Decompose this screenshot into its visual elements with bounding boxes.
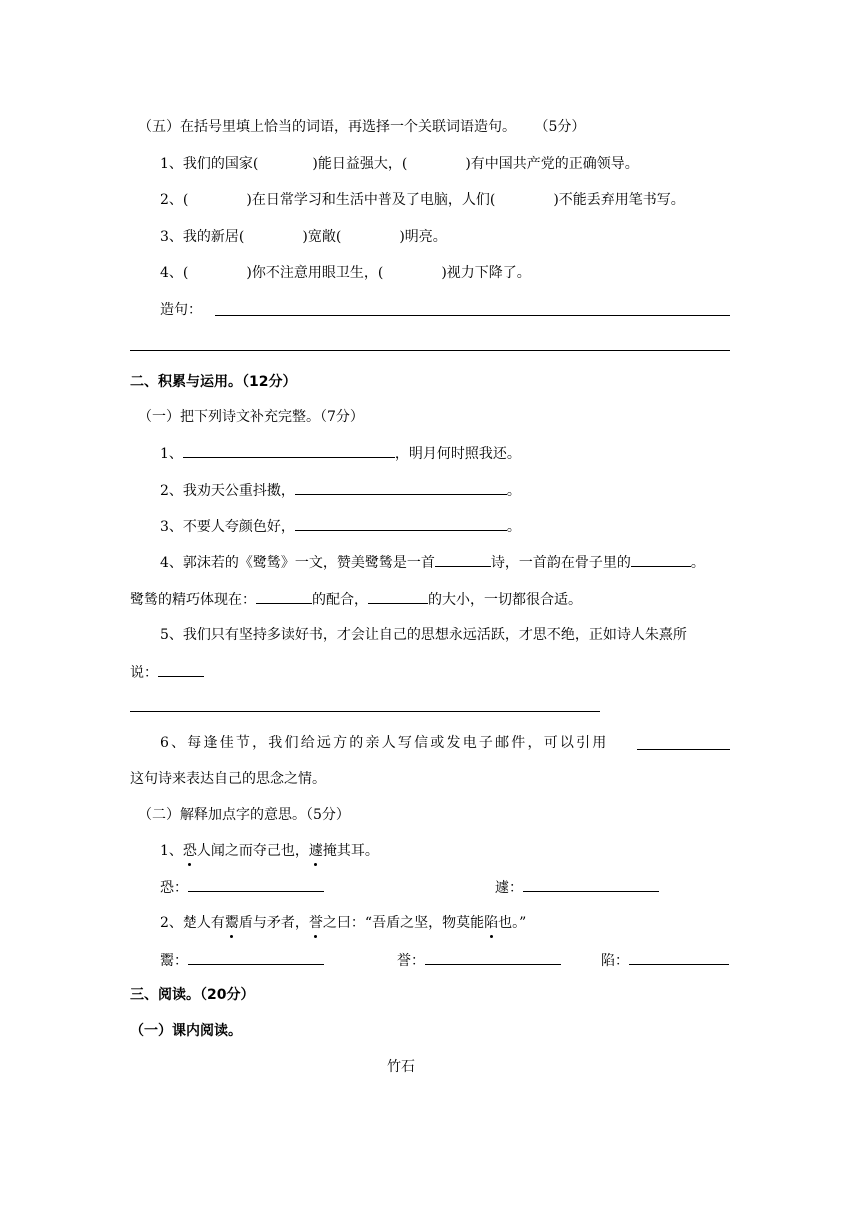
passage-title: 竹石 [387,1059,415,1075]
poem-q4-line1: 4、郭沫若的《鹭鸶》一文，赞美鹭鸶是一首 诗，一首韵在骨子里的 。 [160,552,705,573]
section5-score: （5分） [534,119,586,135]
answer-yu[interactable] [188,950,324,965]
poem-q3: 3、不要人夸颜色好， 。 [160,516,521,537]
answer-xian[interactable] [629,950,729,965]
explain-q2: 2、楚人有鬻盾与矛者，誉之曰：“吾盾之坚，物莫能陷也。” [160,915,527,931]
poem-q2-blank[interactable] [295,480,507,495]
answer-yu2[interactable] [425,950,561,965]
dotted-char-yu: 鬻 [224,915,239,931]
explain-q2-answer-xian: 陷： [601,950,729,971]
dotted-char-ju: 遽 [308,843,323,859]
section5-title [138,117,585,137]
poem-q3-blank[interactable] [295,516,507,531]
make-sentence-line-1[interactable] [215,315,730,316]
poem-q2: 2、我劝天公重抖擞， 。 [160,480,521,501]
poem-q5-answer-line[interactable] [130,711,600,712]
dotted-char-kong: 恐 [182,843,197,859]
answer-ju[interactable] [523,877,659,892]
poem-q4-blank-3[interactable] [256,589,312,604]
explain-q1-answers: 恐： [160,877,324,898]
part2-sub2-title: （二）解释加点字的意思。（5分） [138,807,350,823]
make-sentence-line-2[interactable] [130,350,730,351]
dotted-char-yu2: 誉 [308,915,323,931]
part2-sub1-title: （一）把下列诗文补充完整。（7分） [138,409,364,425]
answer-kong[interactable] [188,877,324,892]
poem-q6-blank[interactable] [637,735,730,750]
poem-q6-line2: 这句诗来表达自己的思念之情。 [130,771,326,787]
section5-q4: 4、( )你不注意用眼卫生，( )视力下降了。 [160,265,531,281]
poem-q1: 1、 ，明月何时照我还。 [160,443,521,464]
poem-q5-line2: 说： [130,662,204,683]
section5-q1: 1、我们的国家( )能日益强大，( )有中国共产党的正确领导。 [160,156,639,172]
section5-q3: 3、我的新居( )宽敞( )明亮。 [160,229,447,245]
section5-title-text: （五）在括号里填上恰当的词语，再选择一个关联词语造句。 [138,119,516,135]
section5-q2: 2、( )在日常学习和生活中普及了电脑，人们( )不能丢弃用笔书写。 [160,192,685,208]
part3-sub1-title: （一）课内阅读。 [130,1023,242,1039]
explain-q1-answers-2: 遽： [495,877,659,898]
part2-title: 二、积累与运用。（12分） [130,374,297,390]
dotted-char-xian: 陷 [484,915,499,931]
part3-title: 三、阅读。（20分） [130,987,255,1003]
explain-q2-answer-yu: 鬻： [160,950,324,971]
poem-q4-blank-2[interactable] [631,552,691,567]
poem-q5-blank[interactable] [158,662,204,677]
poem-q4-line2: 鹭鸶的精巧体现在： 的配合， 的大小，一切都很合适。 [130,589,582,610]
explain-q1: 1、恐人闻之而夺己也，遽掩其耳。 [160,843,379,859]
poem-q4-blank-4[interactable] [368,589,428,604]
poem-q4-blank-1[interactable] [435,552,491,567]
make-sentence-label: 造句： [160,302,202,318]
poem-q1-blank[interactable] [183,443,395,458]
explain-q2-answer-yu2: 誉： [397,950,561,971]
poem-q5-line1: 5、我们只有坚持多读好书，才会让自己的思想永远活跃，才思不绝，正如诗人朱熹所 [160,627,687,643]
poem-q6-line1: 6、每逢佳节，我们给远方的亲人写信或发电子邮件，可以引用 [160,735,609,751]
